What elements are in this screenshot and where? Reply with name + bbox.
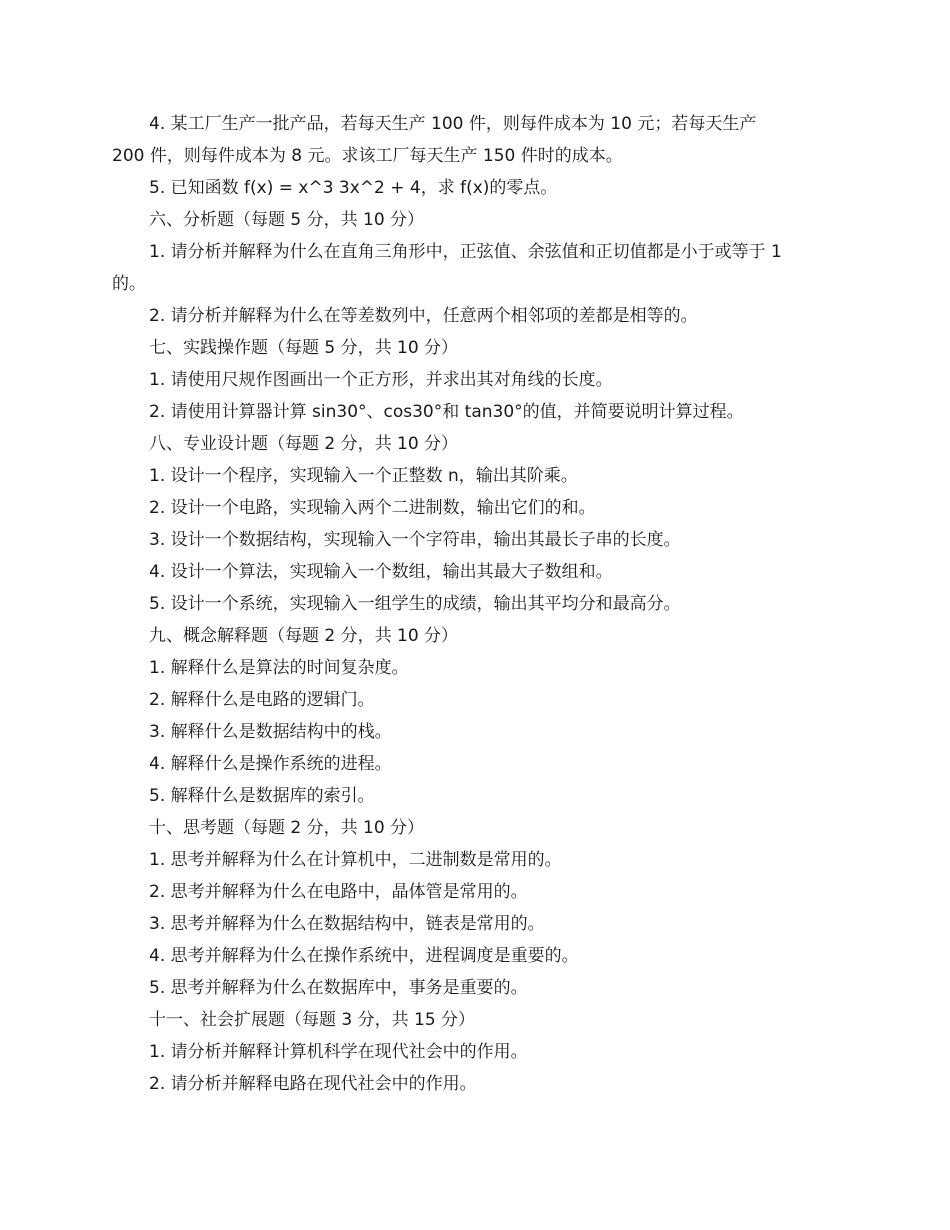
thinking-question-1: 1. 思考并解释为什么在计算机中，二进制数是常用的。	[149, 850, 562, 870]
analysis-question-1-line-1: 1. 请分析并解释为什么在直角三角形中，正弦值、余弦值和正切值都是小于或等于 1	[149, 242, 782, 262]
section-heading-analysis: 六、分析题（每题 5 分，共 10 分）	[149, 210, 425, 230]
question-4-line-1: 4. 某工厂生产一批产品，若每天生产 100 件，则每件成本为 10 元；若每天生产	[149, 114, 757, 134]
social-question-1: 1. 请分析并解释计算机科学在现代社会中的作用。	[149, 1042, 528, 1062]
thinking-question-3: 3. 思考并解释为什么在数据结构中，链表是常用的。	[149, 914, 545, 934]
question-5: 5. 已知函数 f(x) = x^3 3x^2 + 4，求 f(x)的零点。	[149, 178, 558, 198]
design-question-1: 1. 设计一个程序，实现输入一个正整数 n，输出其阶乘。	[149, 466, 578, 486]
concept-question-4: 4. 解释什么是操作系统的进程。	[149, 754, 392, 774]
practice-question-1: 1. 请使用尺规作图画出一个正方形，并求出其对角线的长度。	[149, 370, 613, 390]
thinking-question-4: 4. 思考并解释为什么在操作系统中，进程调度是重要的。	[149, 946, 579, 966]
concept-question-3: 3. 解释什么是数据结构中的栈。	[149, 722, 392, 742]
section-heading-thinking: 十、思考题（每题 2 分，共 10 分）	[149, 818, 425, 838]
thinking-question-2: 2. 思考并解释为什么在电路中，晶体管是常用的。	[149, 882, 528, 902]
thinking-question-5: 5. 思考并解释为什么在数据库中，事务是重要的。	[149, 978, 528, 998]
concept-question-2: 2. 解释什么是电路的逻辑门。	[149, 690, 375, 710]
design-question-4: 4. 设计一个算法，实现输入一个数组，输出其最大子数组和。	[149, 562, 613, 582]
document-body	[112, 108, 847, 1100]
practice-question-2: 2. 请使用计算器计算 sin30°、cos30°和 tan30°的值，并简要说明计算过程。	[149, 402, 744, 422]
question-4-line-2: 200 件，则每件成本为 8 元。求该工厂每天生产 150 件时的成本。	[112, 146, 623, 166]
social-question-2: 2. 请分析并解释电路在现代社会中的作用。	[149, 1074, 477, 1094]
section-heading-design: 八、专业设计题（每题 2 分，共 10 分）	[149, 434, 459, 454]
section-heading-practice: 七、实践操作题（每题 5 分，共 10 分）	[149, 338, 459, 358]
design-question-2: 2. 设计一个电路，实现输入两个二进制数，输出它们的和。	[149, 498, 596, 518]
design-question-3: 3. 设计一个数据结构，实现输入一个字符串，输出其最长子串的长度。	[149, 530, 681, 550]
analysis-question-2: 2. 请分析并解释为什么在等差数列中，任意两个相邻项的差都是相等的。	[149, 306, 698, 326]
section-heading-social: 十一、社会扩展题（每题 3 分，共 15 分）	[149, 1010, 476, 1030]
design-question-5: 5. 设计一个系统，实现输入一组学生的成绩，输出其平均分和最高分。	[149, 594, 681, 614]
concept-question-5: 5. 解释什么是数据库的索引。	[149, 786, 375, 806]
analysis-question-1-line-2: 的。	[112, 274, 146, 294]
section-heading-concepts: 九、概念解释题（每题 2 分，共 10 分）	[149, 626, 459, 646]
concept-question-1: 1. 解释什么是算法的时间复杂度。	[149, 658, 409, 678]
